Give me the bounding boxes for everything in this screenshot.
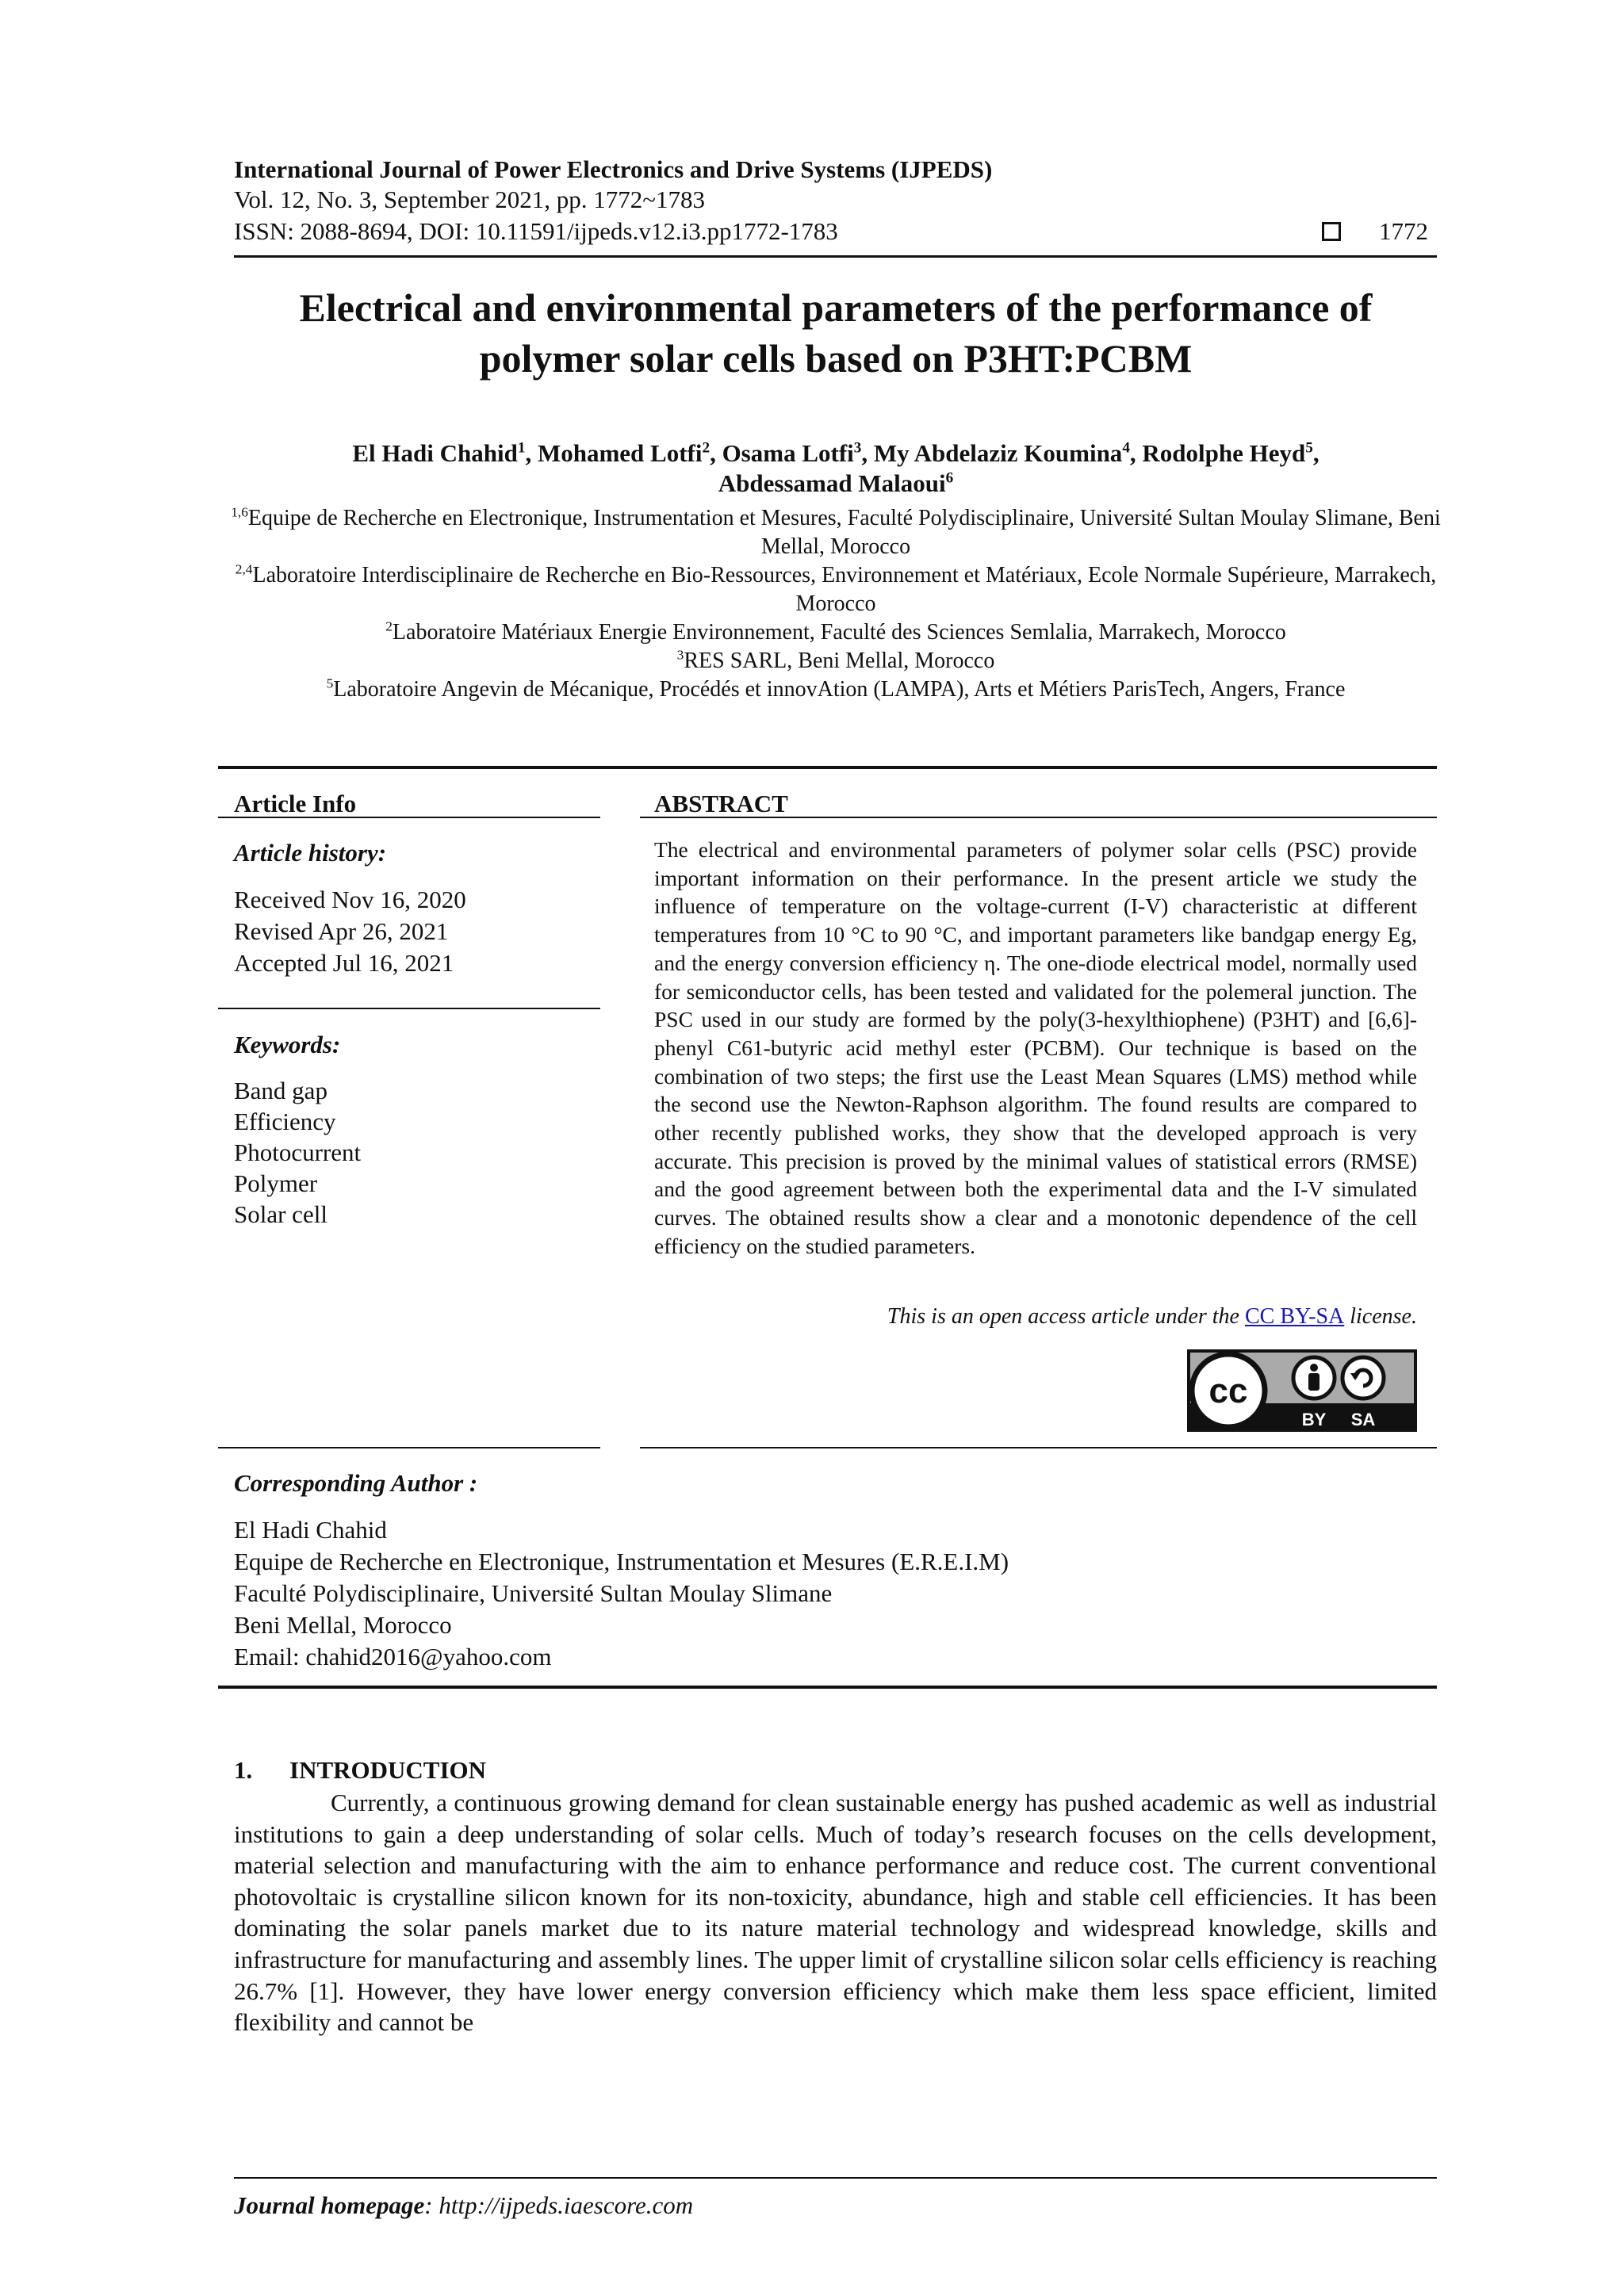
keyword: Efficiency [234, 1108, 336, 1135]
abstract-body: The electrical and environmental parameters of polymer solar cells (PSC) provide important information on their performance. In the present article we study the influence of temperature on the voltage-current (I-V) characteristic at different temperatures from 10 °C to 90 °C, and important parameters like bandgap energy Eg, and the energy conversion efficiency η. The one-diode electrical model, normally used for semiconductor cells, has been tested and validated for the polemeral junction. The PSC used in our study are formed by the poly(3-hexylthiophene) (P3HT) and [6,6]-phenyl C61-butyric acid methyl ester (PCBM). Our technique is based on the combination of two steps; the first use the Least Mean Squares (LMS) method while the second use the Newton-Raphson algorithm. The found results are compared to other recently published works, they show that the developed approach is very accurate. This precision is proved by the minimal values of statistical errors (RMSE) and the good agreement between both the experimental data and the I-V simulated curves. The obtained results show a clear and a monotonic dependence of the cell efficiency on the studied parameters. [654, 837, 1417, 1258]
corresponding-name: El Hadi Chahid [234, 1516, 387, 1544]
author: My Abdelaziz Koumina$^4$, [873, 439, 1143, 467]
sa-share-icon [1342, 1357, 1384, 1399]
corresponding-author-block [234, 1514, 1009, 1673]
volume-line: Vol. 12, No. 3, September 2021, pp. 1772~1783 [234, 186, 705, 213]
affiliation: $^{2,4}$Laboratoire Interdisciplinaire de Recherche en Bio-Ressources, Environnement et Matériaux, Ecole Normale Supérieure, Marrakech, Morocco [235, 561, 1437, 616]
affiliation: $^2$Laboratoire Matériaux Energie Environnement, Faculté des Sciences Semlalia, Marrakech, Morocco [385, 618, 1286, 645]
corresponding-email: Email: chahid2016@yahoo.com [234, 1643, 552, 1670]
keywords-heading: Keywords: [234, 1031, 341, 1058]
history-keywords-rule [218, 1008, 600, 1009]
article-info-bottom-rule [218, 1447, 600, 1448]
affiliation: $^5$Laboratoire Angevin de Mécanique, Procédés et innovAtion (LAMPA), Arts et Métiers ParisTech, Angers, France [326, 675, 1346, 702]
info-box-top-rule [218, 766, 1437, 769]
introduction-heading: 1. INTRODUCTION [234, 1756, 487, 1784]
author: Osama Lotfi$^3$, [722, 439, 874, 467]
cc-glyph: cc [1208, 1372, 1248, 1410]
affiliation-list [214, 504, 1457, 704]
paper-title-line-2: polymer solar cells based on P3HT:PCBM [479, 336, 1193, 381]
keyword: Photocurrent [234, 1138, 362, 1166]
introduction-paragraph: Currently, a continuous growing demand for clean sustainable energy has pushed academic as well as industrial institutions to gain a deep understanding of solar cells. Much of today’s research focuses on the cells development, material selection and manufacturing with the aim to enhance performance and reduce cost. The current conventional photovoltaic is crystalline silicon known for its non-toxicity, abundance, high and stable cell efficiencies. It has been dominating the solar panels market due to its nature material technology and widespread knowledge, skills and infrastructure for manufacturing and assembly lines. The upper limit of crystalline silicon solar cells efficiency is reaching 26.7% [1]. However, they have lower energy conversion efficiency which make them less space efficient, limited flexibility and cannot be [234, 1789, 1437, 2037]
abstract-bottom-rule [640, 1447, 1437, 1448]
paper-title [214, 282, 1457, 384]
sa-label: SA [1350, 1410, 1376, 1429]
author: Rodolphe Heyd$^5$, [1142, 439, 1320, 467]
author: El Hadi Chahid$^1$, [352, 439, 538, 467]
affiliation: $^{1,6}$Equipe de Recherche en Electronique, Instrumentation et Mesures, Faculté Polydisciplinaire, Université Sultan Moulay Slimane, Beni Mellal, Morocco [231, 504, 1441, 559]
author-list [214, 438, 1457, 499]
keyword: Band gap [234, 1077, 327, 1104]
history-item: Revised Apr 26, 2021 [234, 917, 449, 945]
journal-homepage: Journal homepage: http://ijpeds.iaescore.com [234, 2191, 694, 2219]
cc-by-sa-badge-icon[interactable] [1187, 1349, 1417, 1432]
footer-divider [234, 2177, 1437, 2179]
article-info-heading: Article Info [234, 790, 357, 817]
header-divider [234, 255, 1437, 258]
keyword: Polymer [234, 1169, 318, 1197]
history-item: Received Nov 16, 2020 [234, 886, 466, 913]
page-number: 1772 [1379, 217, 1428, 245]
license-link[interactable]: CC BY-SA [1244, 1304, 1345, 1329]
corresponding-author-heading: Corresponding Author : [234, 1469, 478, 1497]
by-label: BY [1301, 1410, 1327, 1429]
corresponding-location: Beni Mellal, Morocco [234, 1611, 452, 1639]
introduction-body [234, 1787, 1437, 2038]
article-history-list [234, 884, 466, 979]
corresponding-faculty: Faculté Polydisciplinaire, Université Sultan Moulay Slimane [234, 1579, 833, 1607]
journal-title: International Journal of Power Electronics and Drive Systems (IJPEDS) [234, 155, 993, 183]
article-history-heading: Article history: [234, 839, 387, 867]
license-statement: This is an open access article under the CC BY-SA license. [887, 1304, 1417, 1329]
corresponding-bottom-rule [218, 1686, 1437, 1689]
corresponding-lab: Equipe de Recherche en Electronique, Instrumentation et Mesures (E.R.E.I.M) [234, 1548, 1009, 1575]
affiliation: $^3$RES SARL, Beni Mellal, Morocco [676, 647, 995, 673]
author: Abdessamad Malaoui$^6$ [718, 469, 954, 497]
issn-doi-line: ISSN: 2088-8694, DOI: 10.11591/ijpeds.v12.i3.pp1772-1783 [234, 217, 838, 245]
author: Mohamed Lotfi$^2$, [537, 439, 722, 467]
abstract-heading: ABSTRACT [654, 790, 788, 817]
keywords-list [234, 1075, 361, 1230]
checkbox-icon [1322, 222, 1341, 241]
paper-title-line-1: Electrical and environmental parameters of the performance of [299, 285, 1373, 330]
keyword: Solar cell [234, 1200, 327, 1228]
journal-homepage-link[interactable]: : http://ijpeds.iaescore.com [424, 2191, 694, 2219]
history-item: Accepted Jul 16, 2021 [234, 949, 454, 977]
